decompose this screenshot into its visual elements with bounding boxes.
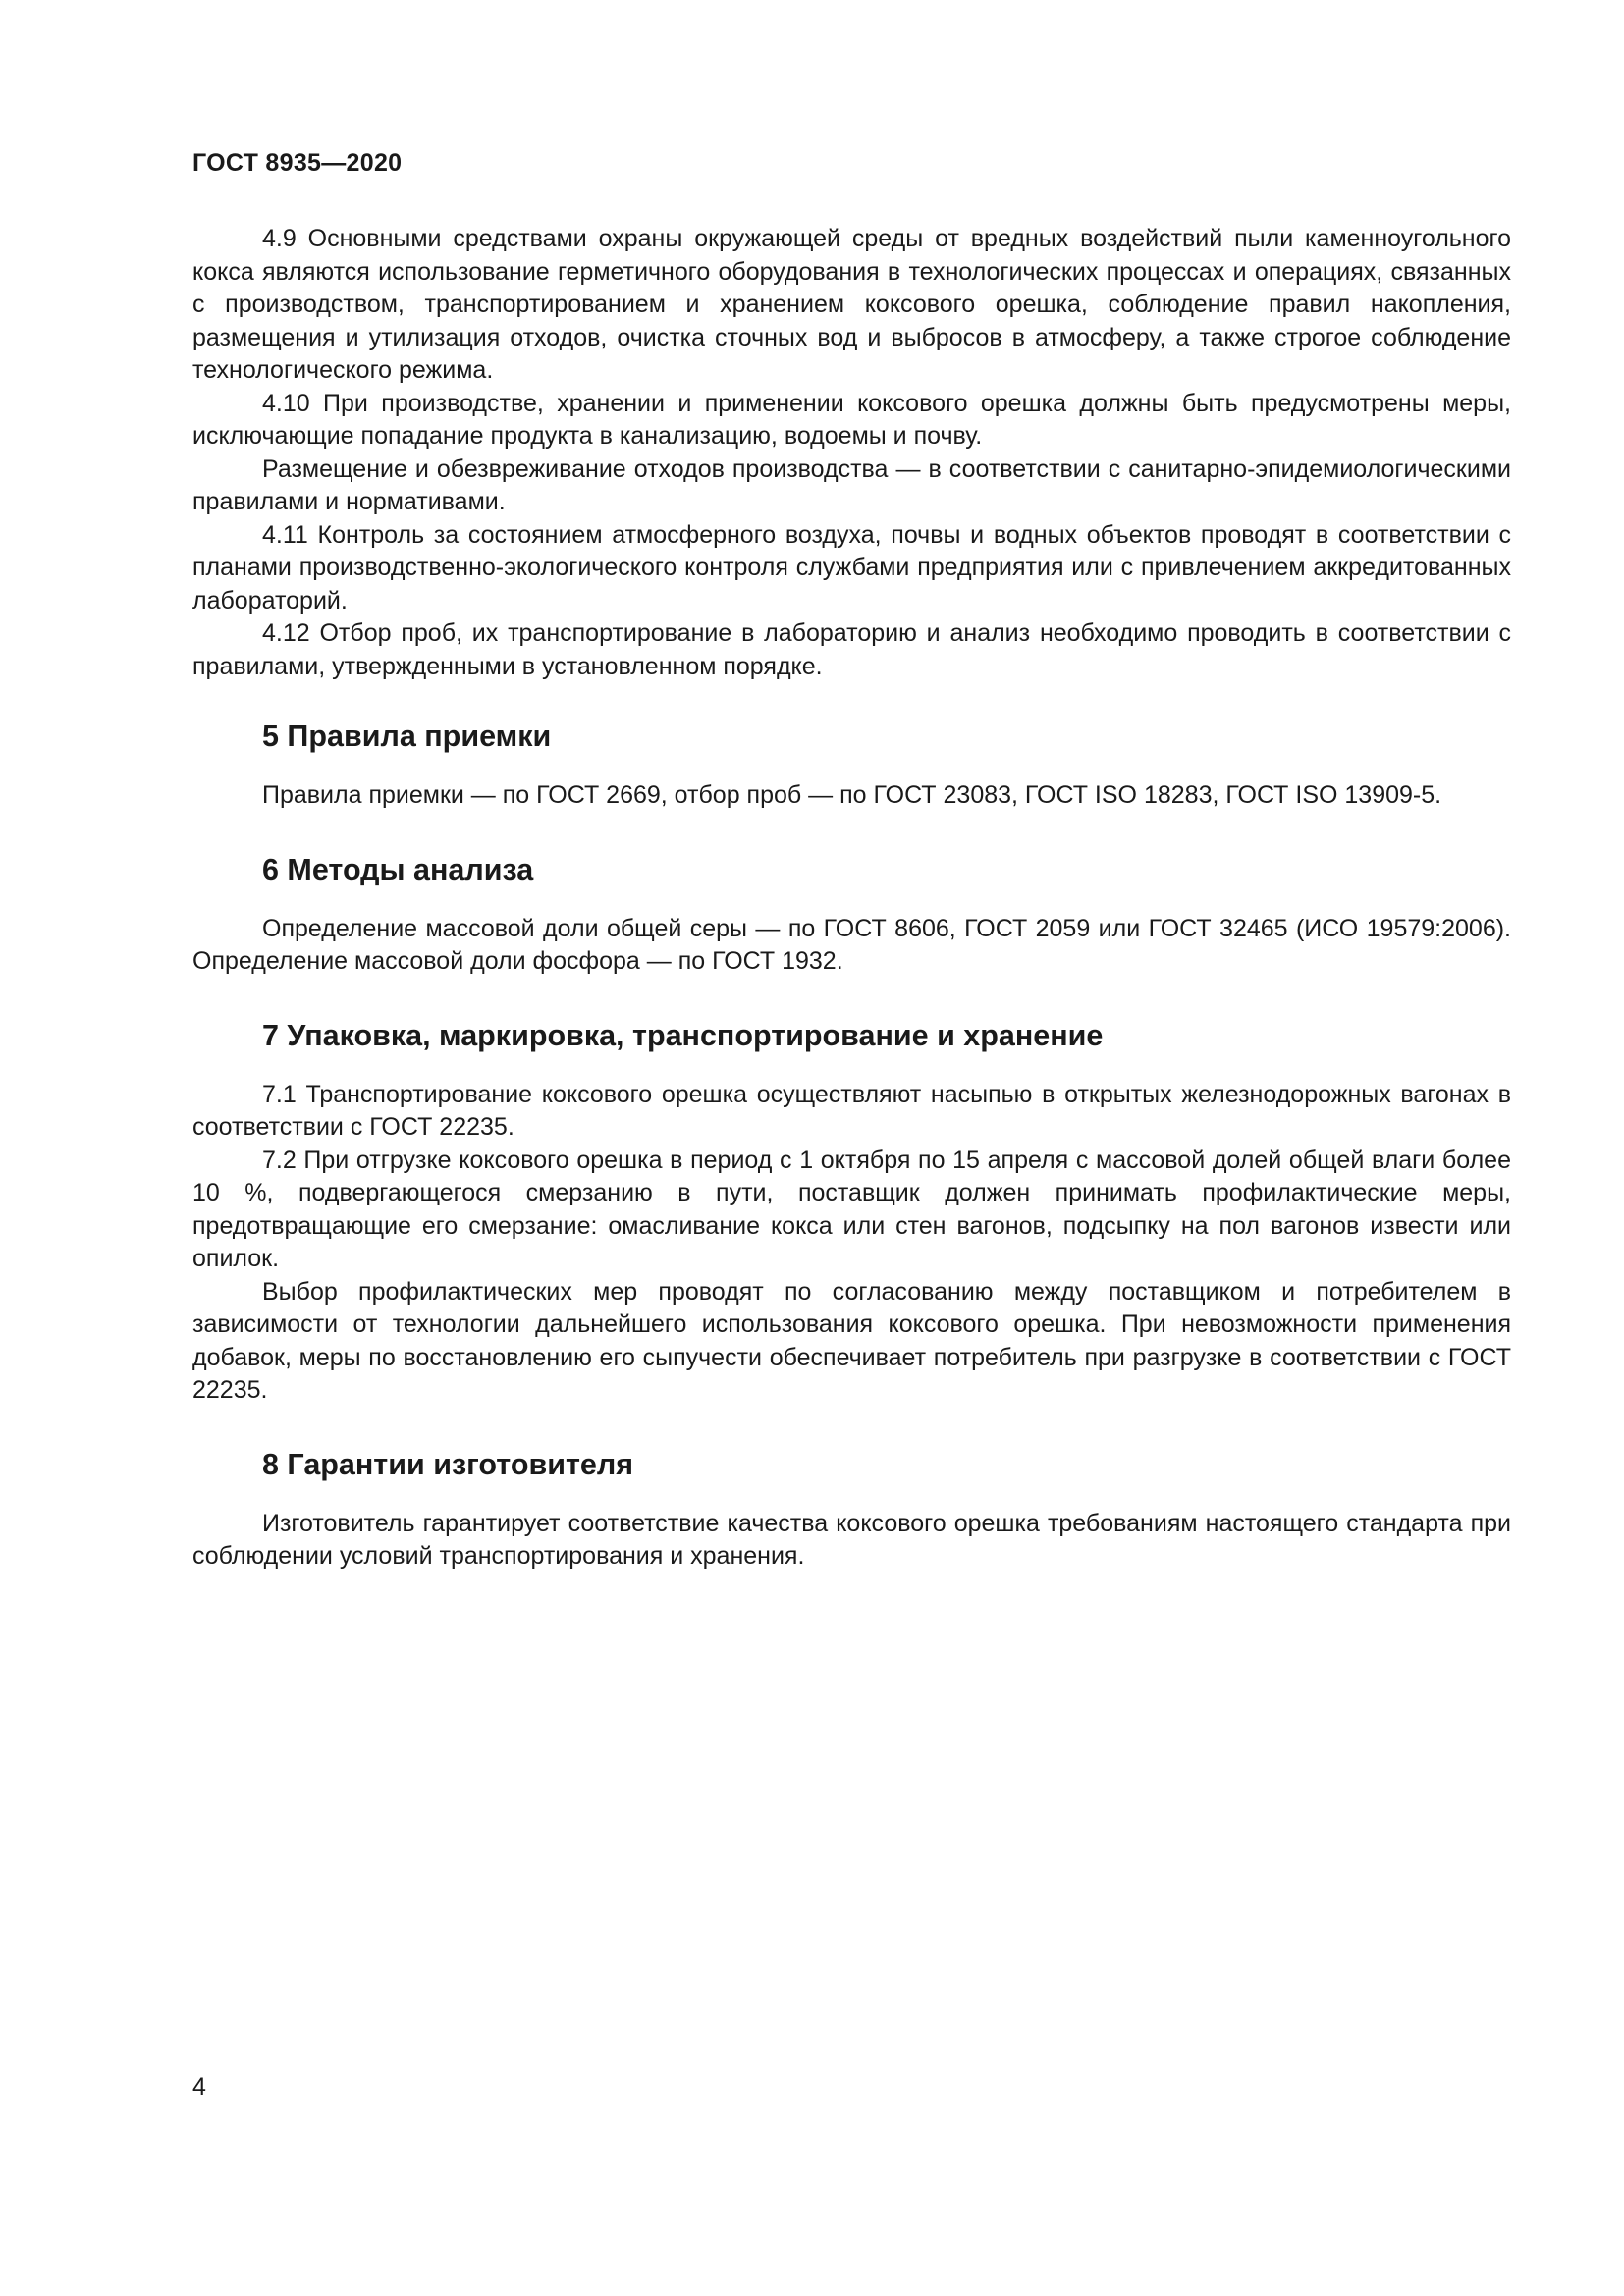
paragraph-7-1: 7.1 Транспортирование коксового орешка осуществляют насыпью в открытых железнодорожных вагонах в соответствии с ГОСТ 22235. (192, 1080, 1511, 1141)
section-7-heading: 7 Упаковка, маркировка, транспортирование и хранение (262, 1018, 1104, 1052)
paragraph-7-2-measures: Выбор профилактических мер проводят по согласованию между поставщиком и потребителем в зависимости от технологии дальнейшего использования коксового орешка. При невозможности применения добавок, меры по восстановлению его сыпучести обеспечивает потребитель при разгрузке в соответствии с ГОСТ 22235. (192, 1277, 1511, 1404)
paragraph-4-9: 4.9 Основными средствами охраны окружающей среды от вредных воздействий пыли каменноугольного кокса являются использование герметичного оборудования в технологических процессах и операциях, связанных с производством, транспортированием и хранением коксового орешка, соблюдение правил накопления, размещения и утилизация отходов, очистка сточных вод и выбросов в атмосферу, а также строгое соблюдение технологического режима. (192, 225, 1511, 384)
section-8-heading: 8 Гарантии изготовителя (262, 1447, 634, 1481)
paragraph-4-10-waste: Размещение и обезвреживание отходов производства — в соответствии с санитарно-эпидемиологическими правилами и нормативами. (192, 454, 1511, 515)
document-body (192, 223, 1511, 1574)
paragraph-4-11: 4.11 Контроль за состоянием атмосферного воздуха, почвы и водных объектов проводят в соответствии с планами производственно-экологического контроля службами предприятия или с привлечением аккредитованных лабораторий. (192, 520, 1511, 614)
section-8-text: Изготовитель гарантирует соответствие качества коксового орешка требованиям настоящего стандарта при соблюдении условий транспортирования и хранения. (192, 1509, 1511, 1570)
document-header-id: ГОСТ 8935—2020 (192, 149, 403, 177)
paragraph-4-10: 4.10 При производстве, хранении и применении коксового орешка должны быть предусмотрены меры, исключающие попадание продукта в канализацию, водоемы и почву. (192, 389, 1511, 450)
section-5-heading: 5 Правила приемки (262, 720, 552, 753)
section-5-text: Правила приемки — по ГОСТ 2669, отбор проб — по ГОСТ 23083, ГОСТ ISO 18283, ГОСТ ISO 13909-5. (262, 781, 1442, 809)
paragraph-7-2: 7.2 При отгрузке коксового орешка в период с 1 октября по 15 апреля с массовой долей общей влаги более 10 %, подвергающегося смерзанию в пути, поставщик должен принимать профилактические меры, предотвращающие его смерзание: омасливание кокса или стен вагонов, подсыпку на пол вагонов извести или опилок. (192, 1146, 1511, 1272)
section-6-text: Определение массовой доли общей серы — по ГОСТ 8606, ГОСТ 2059 или ГОСТ 32465 (ИСО 19579:2006). Определение массовой доли фосфора — по ГОСТ 1932. (192, 914, 1511, 975)
section-6-heading: 6 Методы анализа (262, 852, 534, 886)
page-number: 4 (192, 2073, 206, 2101)
paragraph-4-12: 4.12 Отбор проб, их транспортирование в лабораторию и анализ необходимо проводить в соответствии с правилами, утвержденными в установленном порядке. (192, 619, 1511, 680)
